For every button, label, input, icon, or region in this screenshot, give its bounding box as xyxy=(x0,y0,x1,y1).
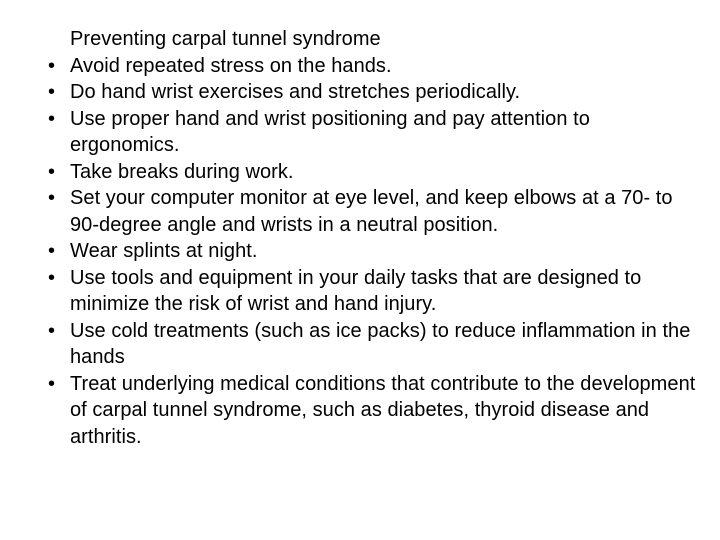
list-item-text: Use tools and equipment in your daily tasks that are designed to minimize the risk of wrist and hand injury. xyxy=(70,266,642,315)
bullet-icon: • xyxy=(48,266,56,289)
list-item-text: Use cold treatments (such as ice packs) to reduce inflammation in the hands xyxy=(70,319,691,368)
list-item-text: Do hand wrist exercises and stretches periodically. xyxy=(70,81,521,103)
list-item xyxy=(48,185,698,238)
bullet-icon: • xyxy=(48,107,56,130)
list-item xyxy=(48,106,698,159)
bullet-icon: • xyxy=(48,81,56,103)
list-item-text: Take breaks during work. xyxy=(70,160,294,183)
list-item xyxy=(48,238,698,265)
bullet-icon: • xyxy=(48,54,56,77)
list-item xyxy=(48,318,698,371)
list-item-text: Set your computer monitor at eye level, and keep elbows at a 70- to 90-degree angle and wrists in a neutral position. xyxy=(70,187,673,236)
list-item xyxy=(48,159,698,186)
bullet-icon: • xyxy=(48,319,56,342)
list-item xyxy=(48,53,698,80)
slide-content xyxy=(48,26,698,450)
bullet-icon: • xyxy=(48,372,56,395)
bullet-icon: • xyxy=(48,240,56,262)
list-item xyxy=(48,265,698,318)
list-item xyxy=(48,371,698,451)
slide-heading: Preventing carpal tunnel syndrome xyxy=(70,28,381,50)
bullet-icon: • xyxy=(48,160,56,183)
list-item-text: Use proper hand and wrist positioning and pay attention to ergonomics. xyxy=(70,107,590,156)
bullet-icon: • xyxy=(48,187,56,209)
bullet-list xyxy=(48,53,698,451)
list-item-text: Wear splints at night. xyxy=(70,240,258,262)
list-item-text: Treat underlying medical conditions that contribute to the development of carpal tunnel syndrome, such as diabetes, thyroid disease and arthritis. xyxy=(70,372,696,448)
list-item-text: Avoid repeated stress on the hands. xyxy=(70,54,392,77)
list-item xyxy=(48,79,698,106)
